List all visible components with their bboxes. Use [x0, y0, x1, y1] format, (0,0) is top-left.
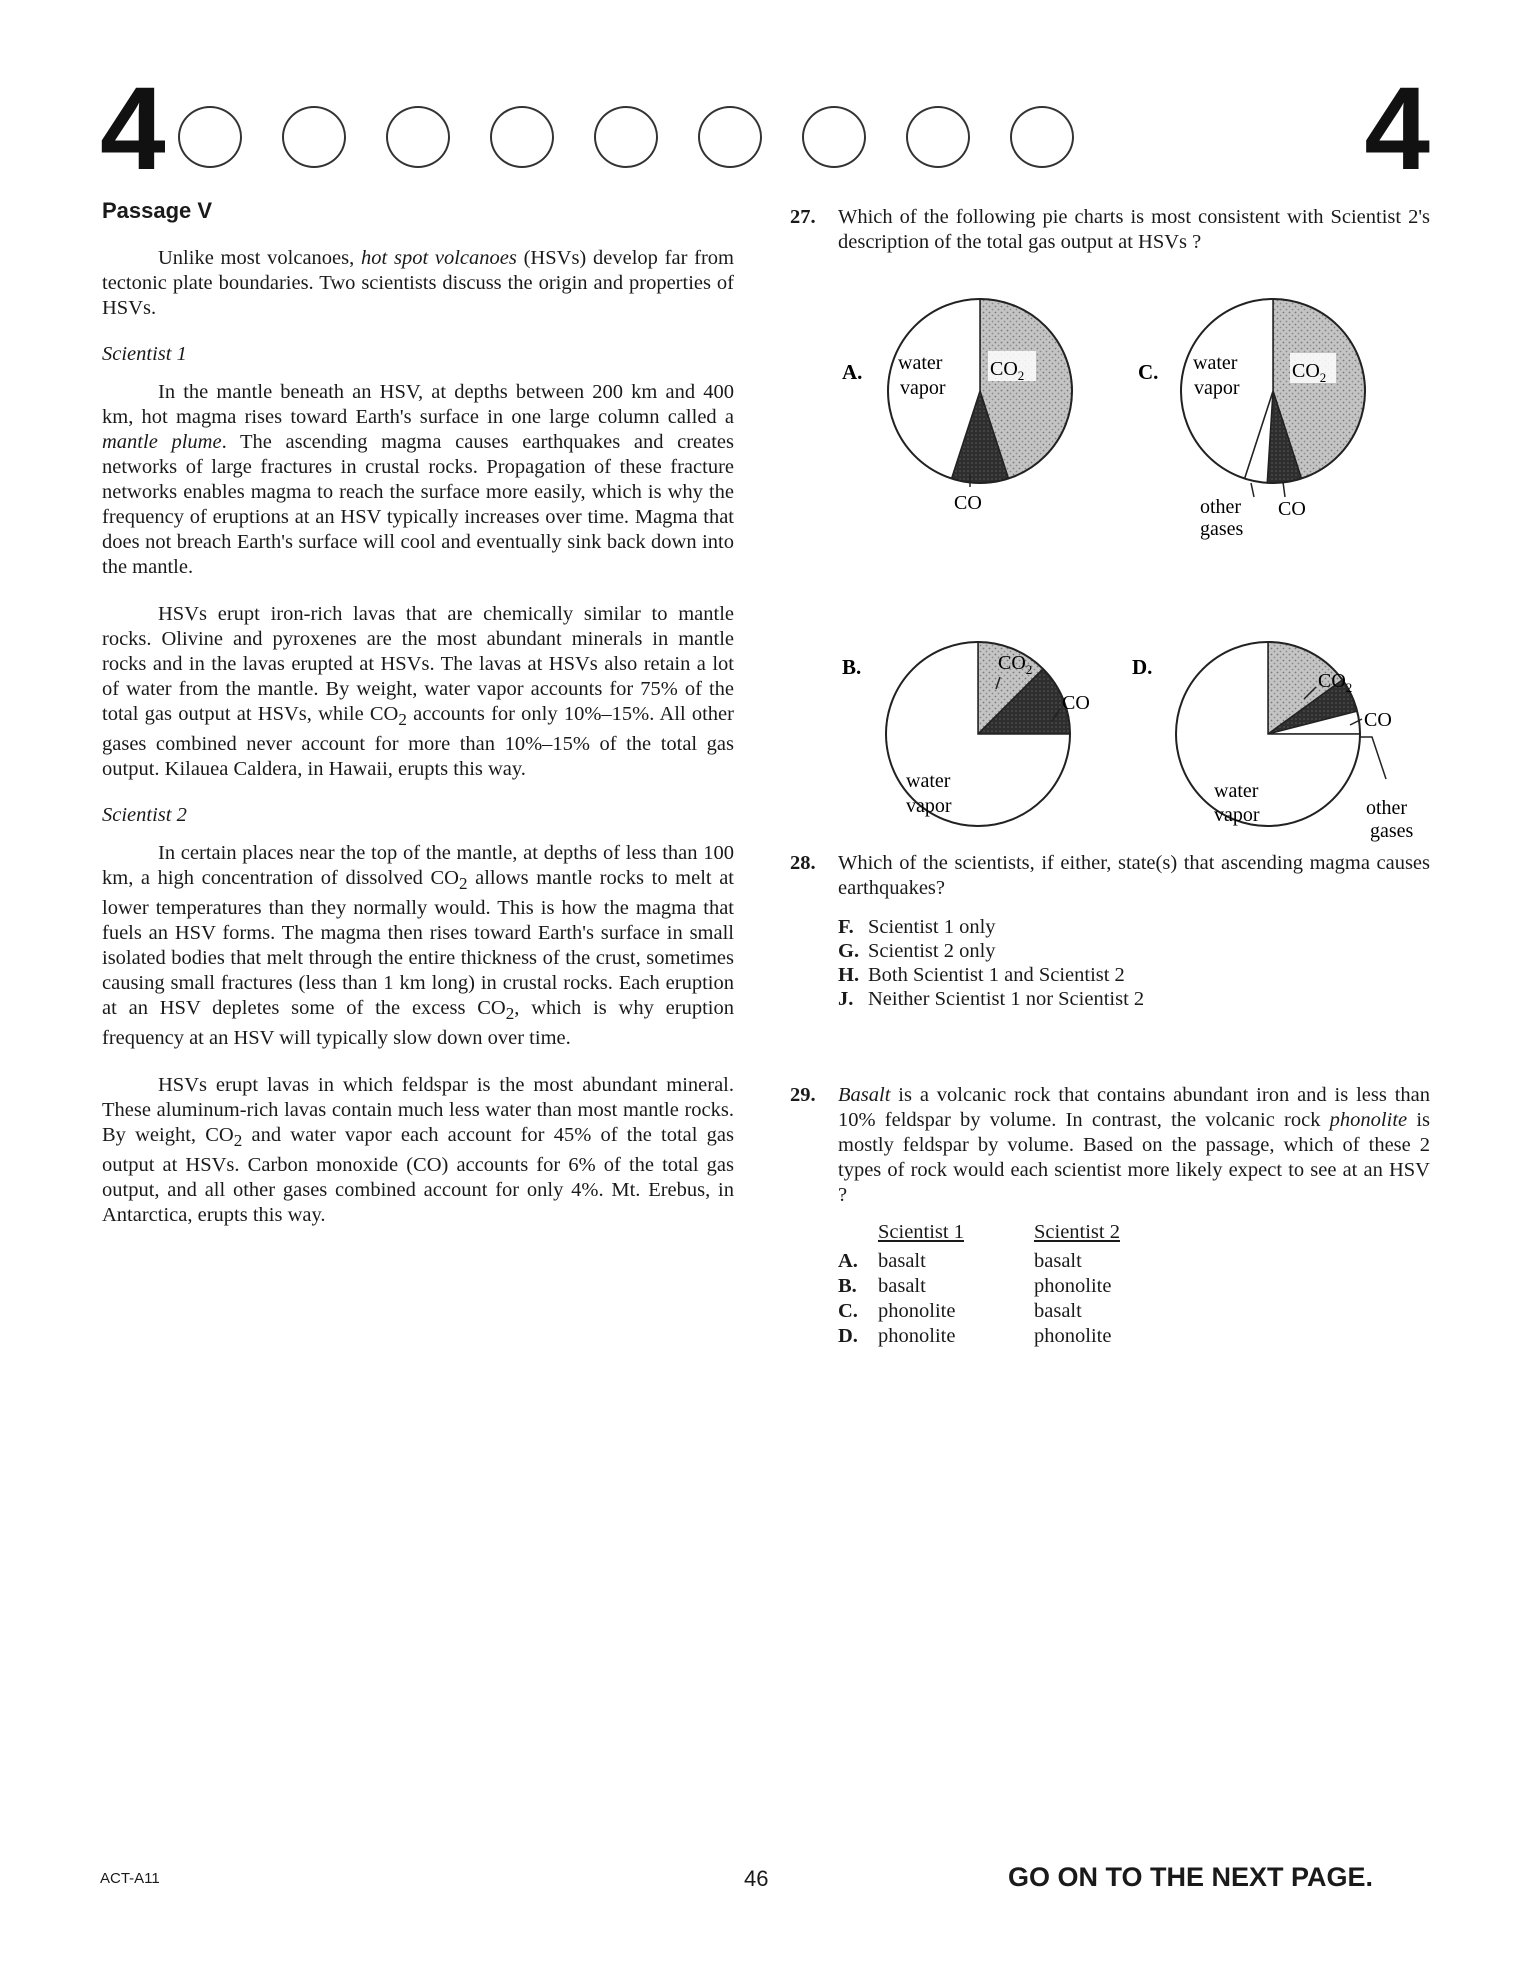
next-page-instruction: GO ON TO THE NEXT PAGE. — [1008, 1862, 1374, 1892]
pie-charts — [790, 269, 1430, 842]
questions-column — [790, 205, 1430, 1349]
answer-option-c[interactable]: C. phonolite basalt — [838, 1300, 1082, 1322]
header-circle — [178, 106, 242, 168]
chart-option-c-label: C. — [1138, 360, 1159, 384]
answer-option-h[interactable]: H. Both Scientist 1 and Scientist 2 — [838, 964, 1125, 986]
chart-c-co2-label: $CO_2$ — [1292, 360, 1327, 385]
chart-a-vapor-label: vapor — [900, 377, 946, 399]
section-number-right: 4 — [1364, 63, 1430, 195]
answer-option-b[interactable]: B. basalt phonolite — [838, 1275, 1112, 1297]
header-circle — [490, 106, 554, 168]
chart-a-co-label: CO — [954, 492, 982, 514]
question-number: 28. — [790, 852, 816, 874]
passage-title: Passage V — [102, 198, 213, 223]
question-29 — [790, 1083, 1430, 1208]
chart-option-d-label: D. — [1132, 655, 1153, 679]
chart-c-gases-label: gases — [1200, 518, 1244, 540]
answer-option-d[interactable]: D. phonolite phonolite — [838, 1325, 1112, 1347]
question-29-answer-table — [838, 1220, 1430, 1349]
answer-option-j[interactable]: J. Neither Scientist 1 nor Scientist 2 — [838, 988, 1145, 1010]
chart-option-b-label: B. — [842, 655, 862, 679]
question-number: 27. — [790, 206, 816, 228]
answer-option-g[interactable]: G. Scientist 2 only — [838, 940, 996, 962]
header-circle — [594, 106, 658, 168]
chart-c-co-label: CO — [1278, 498, 1306, 520]
question-text: Which of the following pie charts is most consistent with Scientist 2's description of the total gas output at HSVs ? — [838, 206, 1430, 253]
question-number: 29. — [790, 1084, 816, 1106]
chart-d-gases-label: gases — [1370, 820, 1414, 842]
page-number: 46 — [744, 1866, 769, 1891]
question-28-options — [838, 915, 1430, 1011]
question-28 — [790, 851, 1430, 901]
question-text: Which of the scientists, if either, state(s) that ascending magma causes earthquakes? — [838, 852, 1430, 899]
chart-b-water-label: water — [906, 770, 951, 792]
section-header — [100, 63, 1430, 195]
header-circle — [282, 106, 346, 168]
header-circle — [698, 106, 762, 168]
section-number-left: 4 — [100, 63, 166, 195]
chart-b-co2-label: $CO_2$ — [998, 652, 1033, 677]
chart-a-water-label: water — [898, 352, 943, 374]
chart-d-water-label: water — [1214, 780, 1259, 802]
header-circle — [1010, 106, 1074, 168]
chart-a-co2-label: $CO_2$ — [990, 358, 1025, 383]
chart-c-other-label: other — [1200, 496, 1242, 518]
chart-d-other-label: other — [1366, 797, 1408, 819]
test-code: ACT-A11 — [100, 1870, 160, 1887]
column-header-scientist-2: Scientist 2 — [1034, 1221, 1120, 1243]
question-text: Basalt is a volcanic rock that contains abundant iron and is less than 10% feldspar by volume. In contrast, the volcanic rock phonolite is mostly feldspar by volume. Based on the passage, which of these 2 types of rock would each scientist more likely expect to see at an HSV ? — [838, 1084, 1430, 1206]
table-header-row — [838, 1220, 1430, 1245]
chart-d-co2-label: $CO_2$ — [1318, 670, 1353, 695]
passage-column — [102, 198, 734, 1228]
chart-option-a-label: A. — [842, 360, 863, 384]
scientist-1-paragraph-1: In the mantle beneath an HSV, at depths between 200 km and 400 km, hot magma rises toward Earth's surface in one large column called a mantle plume. The ascending magma causes earthquakes and creates networks of large fractures in crustal rocks. Propagation of these fracture networks enables magma to reach the surface more easily, which is why the frequency of eruptions at an HSV typically increases over time. Magma that does not breach Earth's surface will cool and eventually sink back down into the mantle. — [102, 381, 734, 578]
chart-b-vapor-label: vapor — [906, 795, 952, 817]
scientist-1-heading: Scientist 1 — [102, 343, 187, 365]
chart-c-vapor-label: vapor — [1194, 377, 1240, 399]
header-circle — [802, 106, 866, 168]
answer-option-f[interactable]: F. Scientist 1 only — [838, 916, 996, 938]
scientist-2-paragraph-1: In certain places near the top of the mantle, at depths of less than 100 km, a high concentration of dissolved $CO_2$ allows mantle rocks to melt at lower temperatures than they normally would. This is how the magma that fuels an HSV forms. The magma then rises toward Earth's surface in small isolated bodies that melt through the entire thickness of the crust, sometimes causing small fractures (less than 1 km long) in crustal rocks. Each eruption at an HSV depletes some of the excess $CO_2$, which is why eruption frequency at an HSV will typically slow down over time. — [102, 842, 734, 1050]
header-circle — [386, 106, 450, 168]
answer-option-a[interactable]: A. basalt basalt — [838, 1250, 1082, 1272]
chart-c-water-label: water — [1193, 352, 1238, 374]
scientist-2-paragraph-2: HSVs erupt lavas in which feldspar is the most abundant mineral. These aluminum-rich lavas contain much less water than most mantle rocks. By weight, $CO_2$ and water vapor each account for 45% of the total gas output at HSVs. Carbon monoxide (CO) accounts for 6% of the total gas output, and all other gases combined account for only 4%. Mt. Erebus, in Antarctica, erupts this way. — [102, 1074, 734, 1227]
scientist-1-paragraph-2: HSVs erupt iron-rich lavas that are chemically similar to mantle rocks. Olivine and pyroxenes are the most abundant minerals in mantle rocks and in the lavas erupted at HSVs. The lavas at HSVs also retain a lot of water from the mantle. By weight, water vapor accounts for 75% of the total gas output at HSVs, while $CO_2$ accounts for only 10%–15%. All other gases combined never account for more than 10%–15% of the total gas output. Kilauea Caldera, in Hawaii, erupts this way. — [102, 603, 734, 781]
header-circle — [906, 106, 970, 168]
scientist-2-heading: Scientist 2 — [102, 804, 187, 827]
pie-charts-svg — [790, 269, 1430, 842]
chart-b-co-label: CO — [1062, 692, 1090, 714]
chart-d-vapor-label: vapor — [1214, 804, 1260, 826]
column-header-scientist-1: Scientist 1 — [878, 1221, 964, 1243]
passage-intro: Unlike most volcanoes, hot spot volcanoes (HSVs) develop far from tectonic plate boundaries. Two scientists discuss the origin and properties of HSVs. — [102, 247, 734, 319]
question-27 — [790, 205, 1430, 255]
chart-d-co-label: CO — [1364, 709, 1392, 731]
